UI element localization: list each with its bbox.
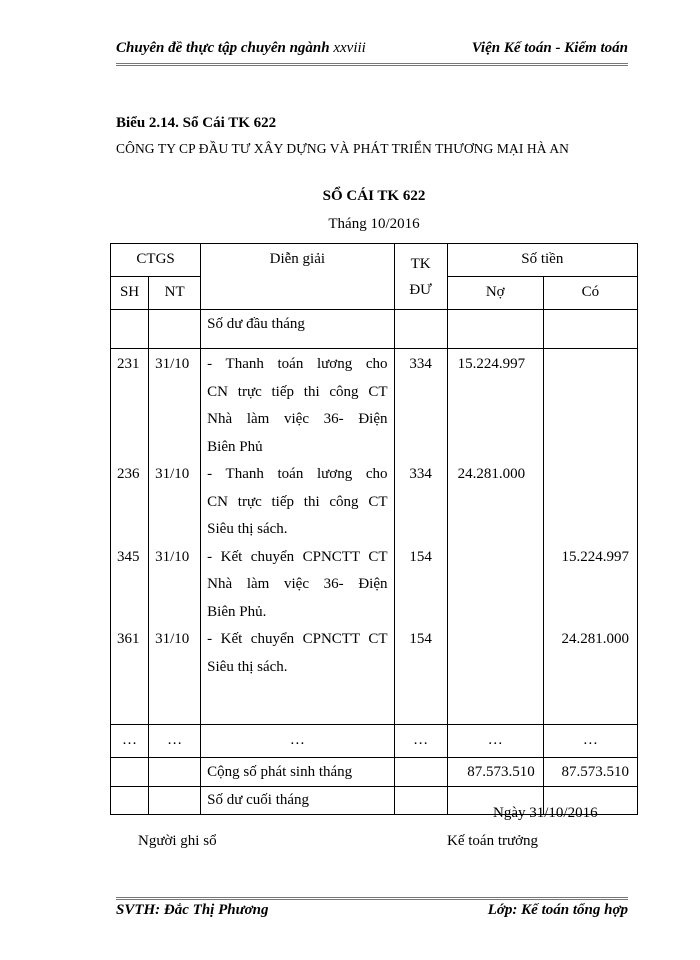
header-tk-du <box>394 244 447 310</box>
header-nt: NT <box>149 277 201 310</box>
entry-description-line: - Thanh toán lương cho <box>207 356 388 372</box>
entries-no-column <box>448 349 543 724</box>
footer-right: Lớp: Kế toán tổng hợp <box>487 902 628 918</box>
entries-nt-column <box>149 349 200 724</box>
entry-description-line: Biên Phủ. <box>207 603 267 620</box>
entries-co-column <box>544 349 637 724</box>
entry-description-line: Siêu thị sách. <box>207 658 288 675</box>
total-label: Cộng số phát sinh tháng <box>201 758 394 787</box>
page-footer <box>116 902 628 919</box>
entry-co: 15.224.997 <box>561 548 629 565</box>
opening-balance-row <box>111 310 638 349</box>
company-name: CÔNG TY CP ĐẦU TƯ XÂY DỰNG VÀ PHÁT TRIỂN THƯƠNG MẠI HÀ AN <box>116 141 570 156</box>
entry-nt: 31/10 <box>155 548 190 565</box>
sign-date: Ngày 31/10/2016 <box>493 805 598 821</box>
header-tk: TK <box>410 256 431 272</box>
entry-description-line: - Thanh toán lương cho <box>207 466 388 482</box>
header-ctgs: CTGS <box>111 244 201 277</box>
header-right: Viện Kế toán - Kiểm toán <box>471 40 628 56</box>
header-no: Nợ <box>447 277 543 310</box>
entry-description-line: - Kết chuyển CPNCTT CT <box>207 631 388 647</box>
signer-right: Kế toán trưởng <box>447 833 539 849</box>
ledger-month: Tháng 10/2016 <box>328 216 420 232</box>
entry-description-line: Nhà làm việc 36- Điện <box>207 411 388 427</box>
entry-tk: 334 <box>409 356 432 372</box>
page-header <box>116 40 628 60</box>
total-no: 87.573.510 <box>447 758 543 787</box>
table-caption: Biểu 2.14. Sổ Cái TK 622 <box>116 115 277 131</box>
total-row <box>111 758 638 787</box>
entry-no: 15.224.997 <box>457 356 526 372</box>
ellipsis-cell: … <box>447 725 543 758</box>
footer-left: SVTH: Đắc Thị Phương <box>116 902 269 918</box>
header-left <box>116 40 366 57</box>
ledger-table <box>110 243 638 815</box>
entry-description <box>201 626 393 681</box>
header-left-text: Chuyên đề thực tập chuyên ngành <box>116 40 334 56</box>
entry-description-line: CN trực tiếp thi công CT <box>207 383 388 400</box>
entry-tk: 154 <box>409 631 432 647</box>
entry-nt: 31/10 <box>155 466 190 482</box>
entry-sh: 345 <box>117 548 140 565</box>
entries-desc-column <box>201 349 393 724</box>
entry-nt: 31/10 <box>155 631 190 647</box>
entry-sh: 236 <box>117 466 140 482</box>
header-sh: SH <box>111 277 149 310</box>
entry-description <box>201 461 393 544</box>
entry-nt: 31/10 <box>155 356 190 372</box>
ellipsis-cell: … <box>543 725 637 758</box>
entry-tk: 334 <box>409 466 432 482</box>
entry-description <box>201 351 393 461</box>
ellipsis-cell: … <box>149 725 201 758</box>
header-page-number: xxviii <box>333 40 366 56</box>
entry-co: 24.281.000 <box>561 631 629 647</box>
opening-balance-label: Số dư đầu tháng <box>201 310 394 349</box>
entry-sh: 231 <box>117 356 140 372</box>
header-dien-giai: Diễn giải <box>201 244 394 310</box>
entry-description-line: Siêu thị sách. <box>207 521 288 537</box>
ledger-title: SỔ CÁI TK 622 <box>322 188 426 204</box>
closing-balance-label: Số dư cuối tháng <box>201 787 394 815</box>
header-co: Có <box>543 277 637 310</box>
entry-no: 24.281.000 <box>457 466 526 482</box>
entry-description-line: Nhà làm việc 36- Điện <box>207 576 388 592</box>
entry-description-line: - Kết chuyển CPNCTT CT <box>207 548 388 565</box>
entries-tk-column <box>395 349 447 724</box>
ellipsis-cell: … <box>111 725 149 758</box>
entries-sh-column <box>111 349 148 724</box>
ellipsis-row <box>111 725 638 758</box>
signer-left: Người ghi sổ <box>138 833 217 849</box>
header-rule <box>116 63 628 69</box>
entry-description-line: CN trực tiếp thi công CT <box>207 493 388 510</box>
entry-description-line: Biên Phủ <box>207 438 263 455</box>
ellipsis-cell: … <box>201 725 394 758</box>
entry-tk: 154 <box>409 548 432 565</box>
header-du: ĐƯ <box>409 282 432 298</box>
header-so-tien: Số tiền <box>447 244 637 277</box>
ellipsis-cell: … <box>394 725 447 758</box>
entries-block <box>111 349 638 725</box>
entry-description <box>201 544 393 627</box>
entry-sh: 361 <box>117 631 140 647</box>
total-co: 87.573.510 <box>543 758 637 787</box>
